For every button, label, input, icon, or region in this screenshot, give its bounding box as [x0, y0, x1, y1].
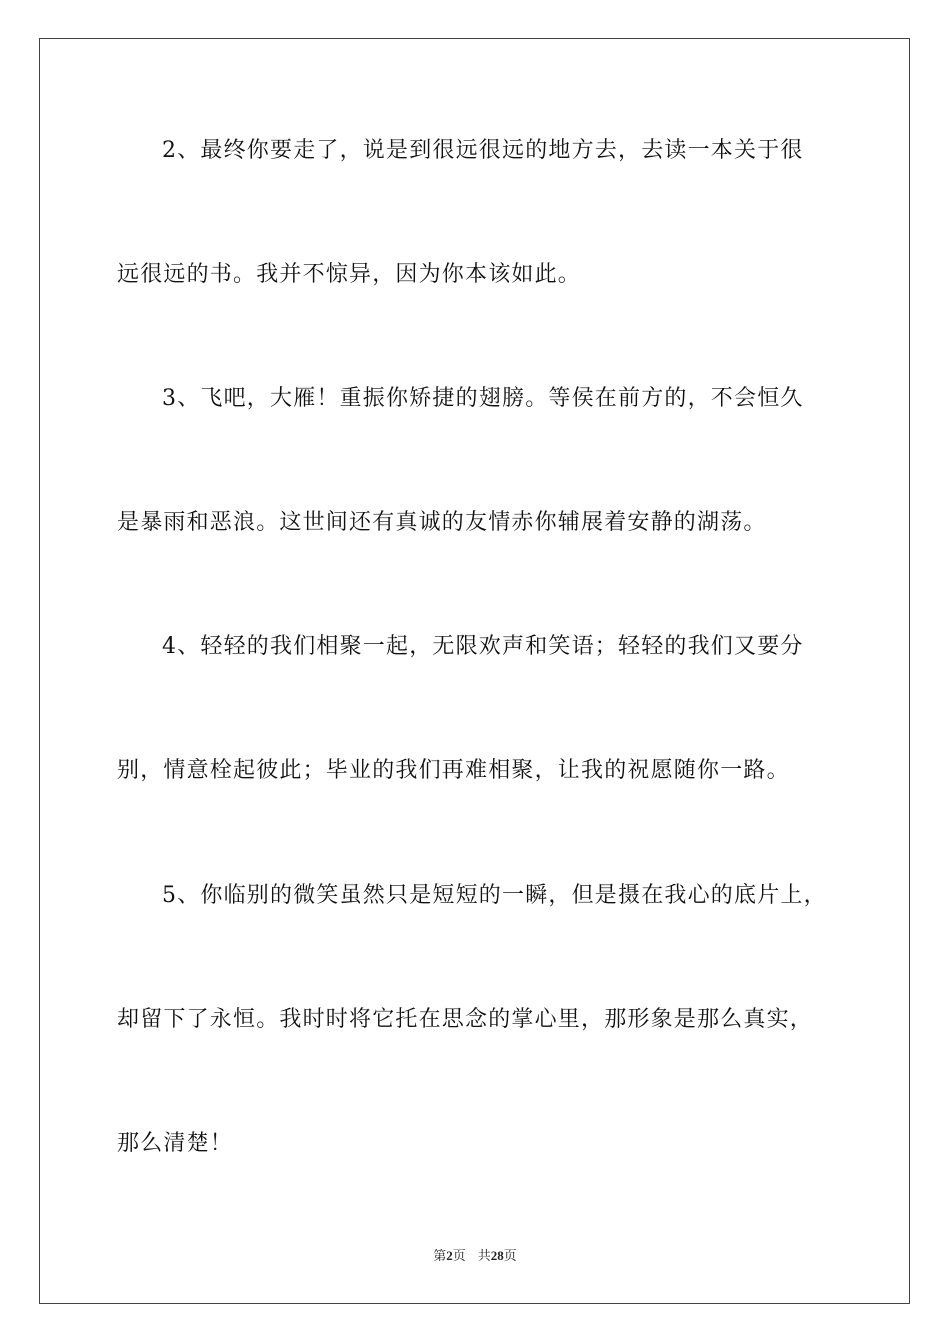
paragraph-3-line-2: 是暴雨和恶浪。这世间还有真诚的友情赤你辅展着安静的湖荡。 [117, 510, 767, 535]
page-footer [0, 1247, 950, 1265]
page-border [39, 38, 910, 1304]
paragraph-5-line-2: 却留下了永恒。我时时将它托在思念的掌心里，那形象是那么真实， [117, 1007, 814, 1032]
paragraph-5-line-3: 那么清楚！ [117, 1131, 234, 1156]
page-number: 2 [446, 1248, 453, 1263]
paragraph-3-line-1: 3、飞吧，大雁！重振你矫捷的翅膀。等侯在前方的，不会恒久 [162, 386, 804, 411]
total-prefix: 共 [477, 1248, 491, 1263]
paragraph-2-line-1: 2、最终你要走了，说是到很远很远的地方去，去读一本关于很 [162, 138, 804, 163]
total-pages: 28 [490, 1248, 504, 1263]
paragraph-4-line-2: 别，情意栓起彼此；毕业的我们再难相聚，让我的祝愿随你一路。 [117, 758, 790, 783]
paragraph-5-line-1: 5、你临别的微笑虽然只是短短的一瞬，但是摄在我心的底片上， [162, 883, 827, 908]
page-prefix: 第 [433, 1248, 447, 1263]
paragraph-4-line-1: 4、轻轻的我们相聚一起，无限欢声和笑语；轻轻的我们又要分 [162, 634, 804, 659]
total-suffix: 页 [503, 1248, 517, 1263]
page-suffix: 页 [452, 1248, 466, 1263]
paragraph-2-line-2: 远很远的书。我并不惊异，因为你本该如此。 [117, 262, 582, 287]
